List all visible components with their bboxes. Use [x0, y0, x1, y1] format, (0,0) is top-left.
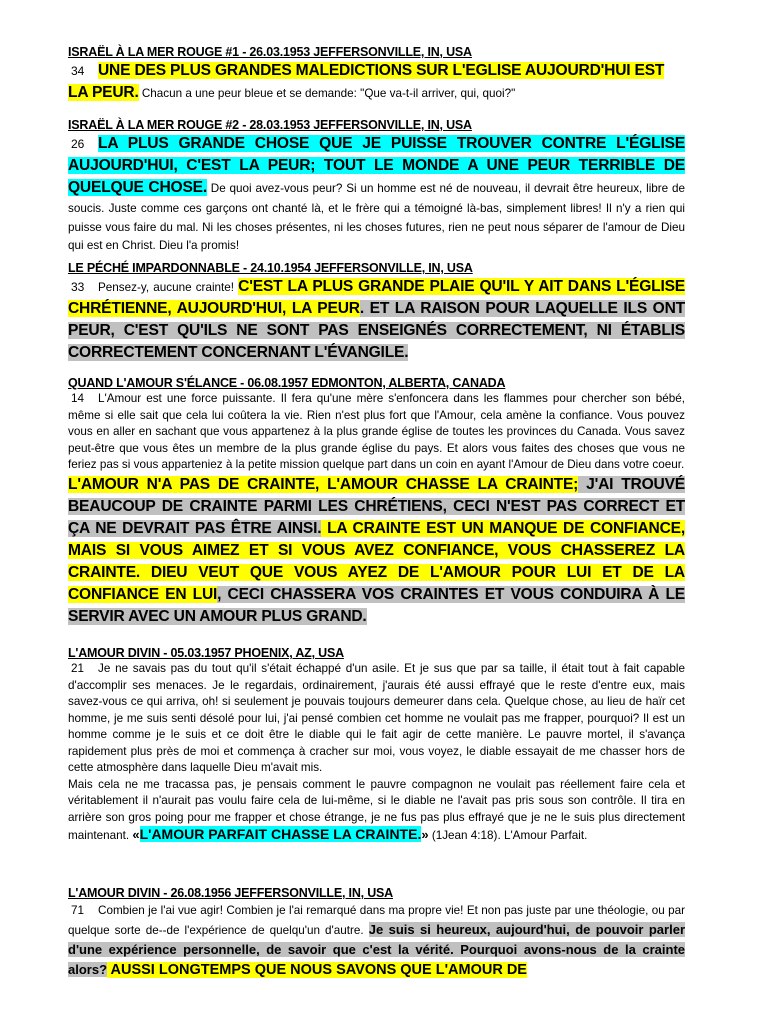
paragraph-text: Pensez-y, aucune crainte! — [98, 281, 239, 294]
paragraph-number: 34 — [71, 64, 85, 78]
section-heading: QUAND L'AMOUR S'ÉLANCE - 06.08.1957 EDMONTON, ALBERTA, CANADA — [68, 376, 506, 390]
section-israel-2 — [68, 117, 685, 255]
section-heading: ISRAËL À LA MER ROUGE #1 - 26.03.1953 JEFFERSONVILLE, IN, USA — [68, 45, 472, 59]
highlight-gray: . ET LA RAISON POUR LAQUELLE ILS ONT PEUR, C'EST QU'ILS NE SONT PAS ENSEIGNÉS CORRECTEMENT, NI ÉTABLIS CORRECTEMENT CONCERNANT L'ÉVANGILE. — [68, 300, 685, 361]
highlight-cyan: LA PLUS GRANDE CHOSE QUE JE PUISSE TROUVER CONTRE L'ÉGLISE AUJOURD'HUI, C'EST LA PEUR; TOUT LE MONDE A UNE PEUR TERRIBLE DE QUELQUE CHOSE. — [68, 135, 685, 196]
highlight-gray: , CECI CHASSERA VOS CRAINTES ET VOUS CONDUIRA À LE SERVIR AVEC UN AMOUR PLUS GRAND. — [68, 585, 685, 625]
paragraph — [68, 276, 685, 364]
highlight-yellow: L'AMOUR N'A PAS DE CRAINTE, L'AMOUR CHASSE LA CRAINTE; — [68, 475, 579, 493]
section-quand-amour-elance — [68, 375, 685, 628]
paragraph — [68, 661, 685, 845]
paragraph-text: Chacun a une peur bleue et se demande: "Que va-t-il arriver, qui, quoi?" — [138, 87, 516, 100]
section-heading: LE PÉCHÉ IMPARDONNABLE - 24.10.1954 JEFFERSONVILLE, IN, USA — [68, 261, 473, 275]
section-heading: L'AMOUR DIVIN - 26.08.1956 JEFFERSONVILLE, IN, USA — [68, 886, 393, 900]
highlight-gray: J'AI TROUVÉ BEAUCOUP DE CRAINTE PARMI LES CHRÉTIENS, CECI N'EST PAS CORRECT ET ÇA NE DEVRAIT PAS ÊTRE AINSI. — [68, 475, 685, 537]
scripture-reference: (1Jean 4:18). L'Amour Parfait. — [428, 829, 588, 842]
quote-open: « — [132, 827, 140, 842]
paragraph — [68, 133, 685, 255]
paragraph-text: Mais cela ne me tracassa pas, je pensais comment le pauvre compagnon ne voulait pas réellement faire cela et véritablement il n'aurait pas voulu faire cela de lui-même, si le diable ne l'avait pas pris sous son contrôle. Il tira en arrière son gros poing pour me frapper et chose étrange, je ne fus pas plus effrayé que je ne le suis plus directement maintenant. — [68, 777, 685, 842]
paragraph-text: De quoi avez-vous peur? Si un homme est né de nouveau, il devrait être heureux, libre de soucis. Juste comme ces garçons ont chanté là, et le frère qui a témoigné là-bas, simplement libres! Il n'y a rien qui puisse vous faire du mal. Ni les choses présentes, ni les choses futures, rien ne peut nous séparer de l'amour de Dieu qui est en Christ. Dieu l'a promis! — [68, 182, 685, 252]
highlight-yellow: C'EST LA PLUS GRANDE PLAIE QU'IL Y AIT DANS L'ÉGLISE CHRÉTIENNE, AUJOURD'HUI, LA PEUR — [68, 278, 685, 317]
section-israel-1 — [68, 44, 685, 105]
paragraph-text: Je ne savais pas du tout qu'il s'était échappé d'un asile. Et je sus que par sa taille, il était tout à fait capable d'accomplir ses menaces. Je le regardais, ordinairement, j'aurais été aussi effrayé que le reste d'entre eux, mais savez-vous ce qui arriva, oh! si seulement je pouvais toujours demeurer dans cela. Quelque chose, au lieu de haïr cet homme, je me suis senti désolé pour lui, j'ai pensé combien cet homme ne voulait pas me frapper, pourquoi? Il est un homme comme je le suis et ce doit être le diable qui le fait agir de cette manière. Le pauvre mortel, il s'avança rapidement plus près de moi et commença à cracher sur moi, vous voyez, le diable essayait de me chasser hors de cette atmosphère dans laquelle Dieu m'avait mis. — [68, 662, 685, 774]
section-amour-divin-jeffersonville — [68, 885, 685, 980]
section-peche-impardonnable — [68, 260, 685, 364]
paragraph-number: 71 — [71, 904, 85, 917]
paragraph-number: 14 — [71, 392, 85, 405]
section-amour-divin-phoenix — [68, 645, 685, 845]
paragraph-number: 26 — [71, 137, 85, 151]
section-heading: ISRAËL À LA MER ROUGE #2 - 28.03.1953 JEFFERSONVILLE, IN, USA — [68, 118, 472, 132]
paragraph-number: 21 — [71, 662, 85, 675]
paragraph-text: L'Amour est une force puissante. Il fera qu'une mère s'enfoncera dans les flammes pour chercher son bébé, même si elle sait que cela lui coûtera la vie. Rien n'est plus fort que l'Amour, cela amène la confiance. Vous pouvez vous en aller en sachant que vous appartenez à la plus grande église de toutes les provinces du Canada. Vous savez peut-être que vous êtes un membre de la plus grande église du pays. Et alors vous faites des choses que vous ne feriez pas si vous apparteniez à la petite mission quelque part dans un coin en ayant l'Amour de Dieu dans votre coeur. — [68, 392, 685, 471]
highlight-yellow: UNE DES PLUS GRANDES MALEDICTIONS SUR L'EGLISE AUJOURD'HUI EST LA PEUR. — [68, 62, 665, 101]
quote-close: » — [421, 827, 429, 842]
paragraph — [68, 60, 685, 105]
highlight-yellow: AUSSI LONGTEMPS QUE NOUS SAVONS QUE L'AMOUR DE — [107, 962, 527, 978]
highlight-cyan: L'AMOUR PARFAIT CHASSE LA CRAINTE. — [139, 826, 422, 842]
bold-statement — [68, 474, 685, 628]
section-heading: L'AMOUR DIVIN - 05.03.1957 PHOENIX, AZ, USA — [68, 646, 344, 660]
paragraph — [68, 391, 685, 474]
paragraph-text: Combien je l'ai vue agir! Combien je l'ai remarqué dans ma propre vie! Et non pas juste par une théologie, ou par quelque sorte de--de l'expérience de quelqu'un d'autre. — [68, 904, 685, 937]
highlight-yellow: LA CRAINTE EST UN MANQUE DE CONFIANCE, MAIS SI VOUS AIMEZ ET SI VOUS AVEZ CONFIANCE, VOUS CHASSEREZ LA CRAINTE. DIEU VEUT QUE VOUS AYEZ DE L'AMOUR POUR LUI ET DE LA CONFIANCE EN LUI — [68, 519, 685, 603]
highlight-gray: Je suis si heureux, aujourd'hui, de pouvoir parler d'une expérience personnelle, de savoir que c'est la vérité. Pourquoi avons-nous de la crainte alors? — [68, 922, 685, 977]
paragraph — [68, 901, 685, 980]
paragraph-number: 33 — [71, 280, 85, 294]
